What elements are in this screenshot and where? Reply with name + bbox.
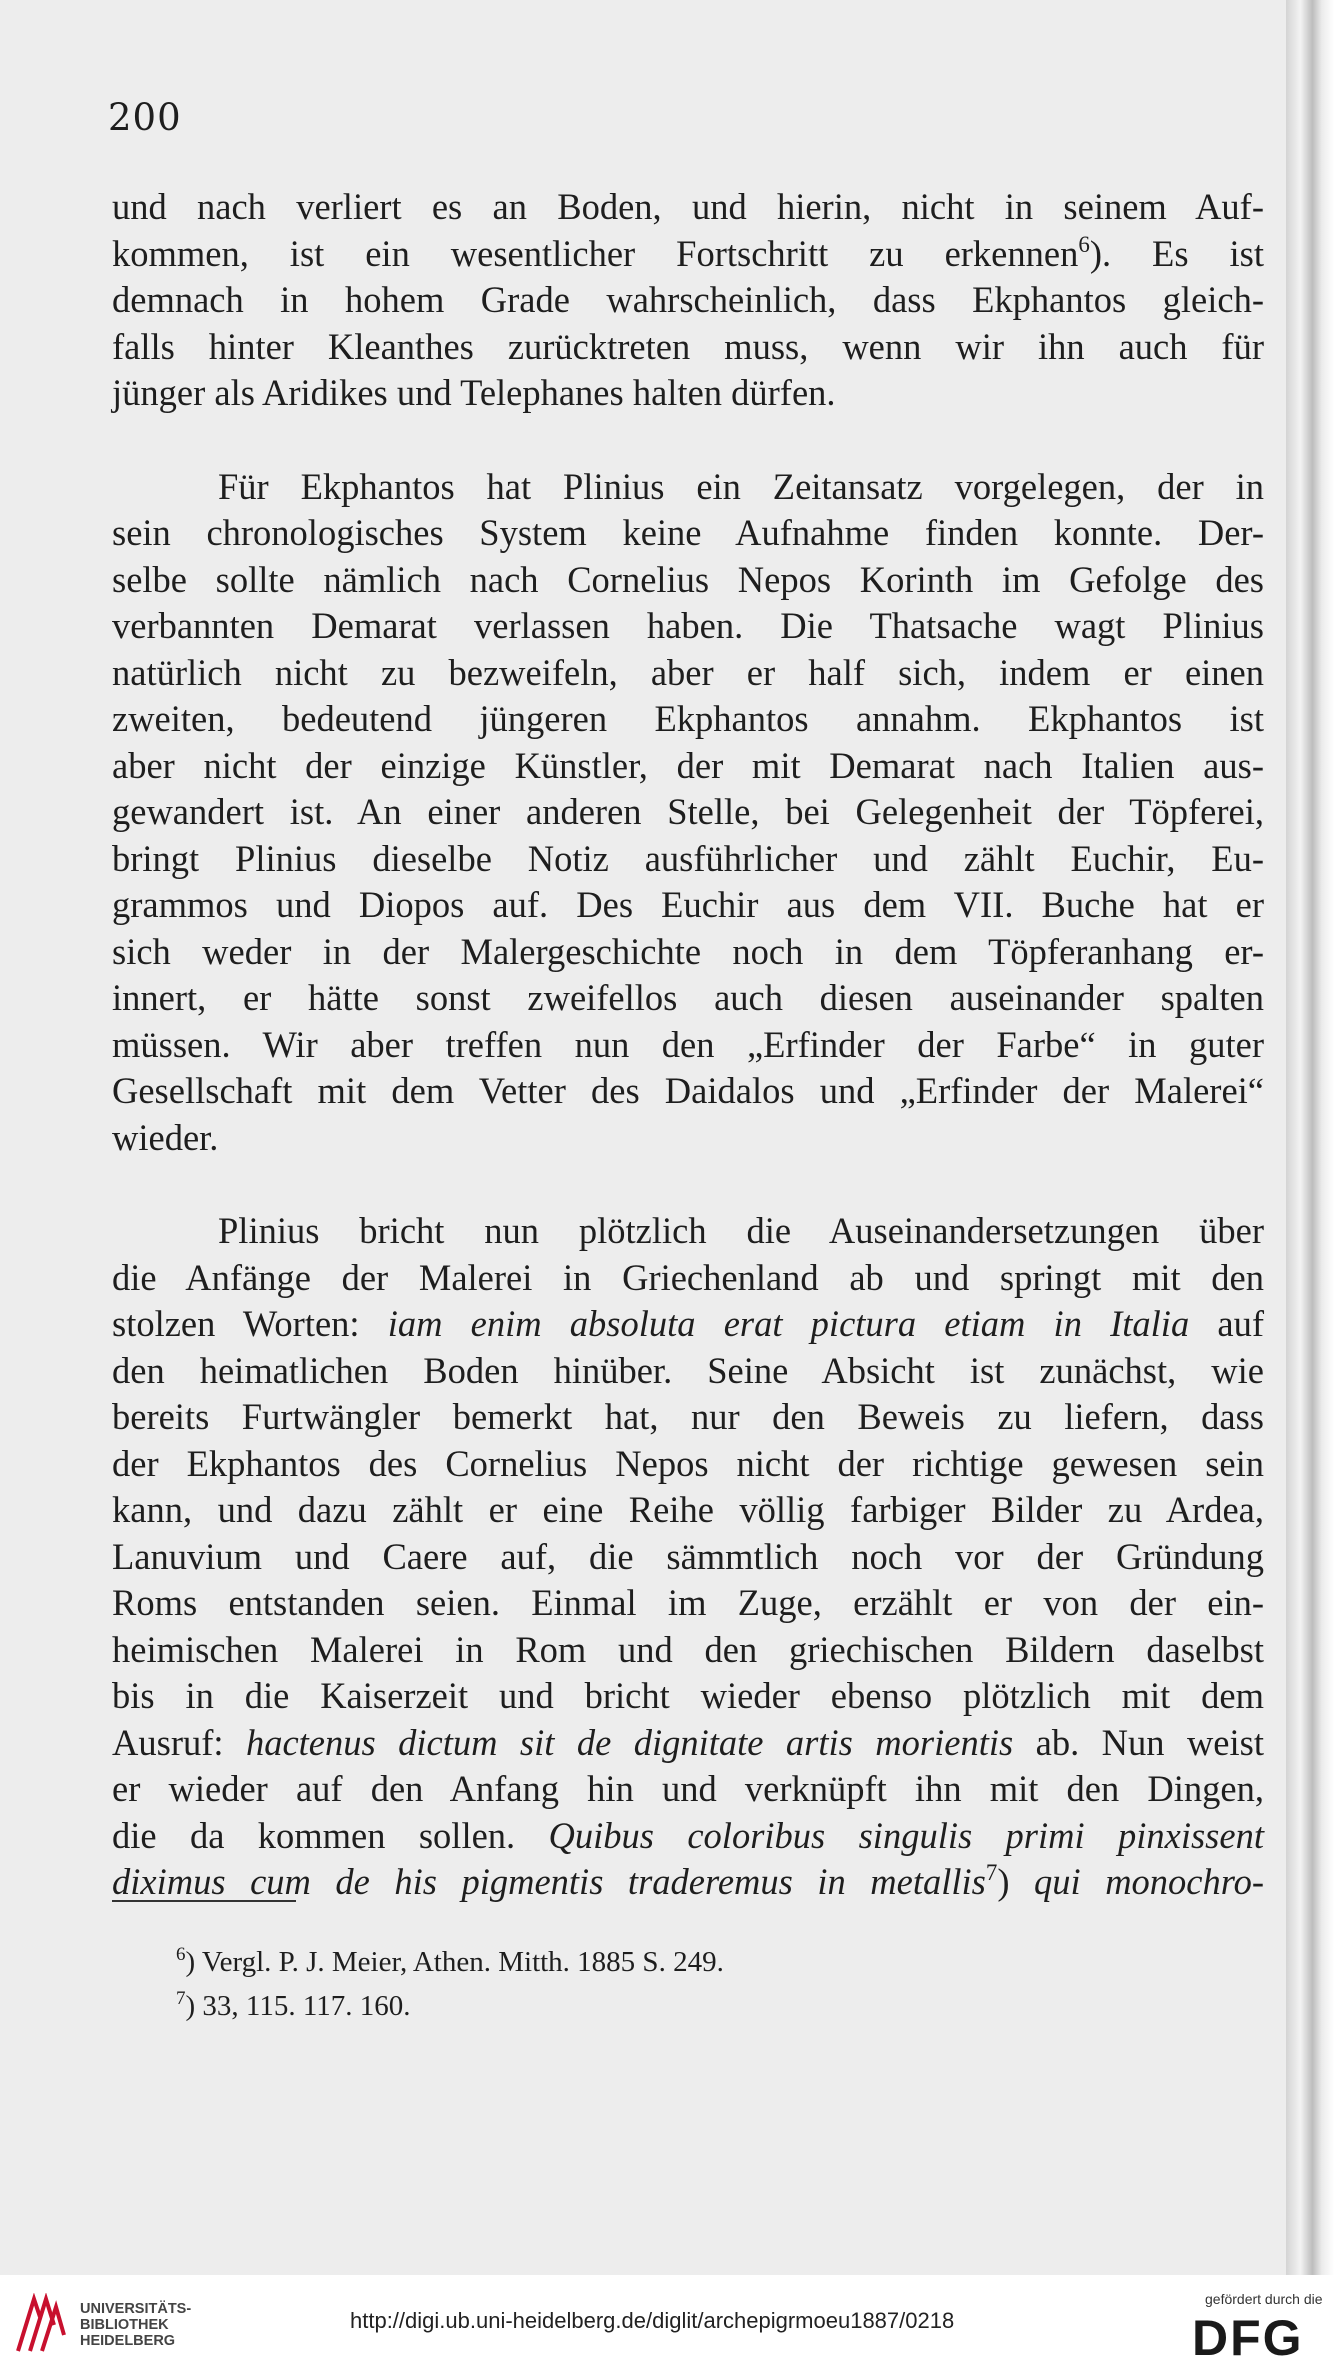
text-line: stolzen Worten: iam enim absoluta erat pictura etiam in Italia auf <box>112 1303 1264 1344</box>
library-name-line: HEIDELBERG <box>80 2333 176 2349</box>
text-line: wieder. <box>112 1116 219 1158</box>
text-line: natürlich nicht zu bezweifeln, aber er half sich, indem er einen <box>112 651 1264 693</box>
text-line: selbe sollte nämlich nach Cornelius Nepos Korinth im Gefolge des <box>112 558 1264 600</box>
library-name <box>80 2301 191 2349</box>
footnote: $^6$) Vergl. P. J. Meier, Athen. Mitth. 1885 S. 249. <box>176 1944 724 1978</box>
text-line: jünger als Aridikes und Telephanes halten dürfen. <box>112 372 836 413</box>
text-line: die da kommen sollen. Quibus coloribus singulis primi pinxissent <box>112 1814 1264 1856</box>
text-line: die Anfänge der Malerei in Griechenland ab und springt mit den <box>112 1256 1264 1298</box>
dfg-logo: DFG <box>1192 2310 1304 2366</box>
footnotes <box>176 1940 724 2028</box>
body-text <box>112 184 1264 1906</box>
text-line: innert, er hätte sonst zweifellos auch diesen auseinander spalten <box>112 977 1264 1018</box>
text-line: der Ekphantos des Cornelius Nepos nicht der richtige gewesen sein <box>112 1442 1264 1484</box>
permalink-url[interactable]: http://digi.ub.uni-heidelberg.de/diglit/archepigrmoeu1887/0218 <box>350 2308 955 2333</box>
text-line: Roms entstanden seien. Einmal im Zuge, erzählt er von der ein- <box>112 1582 1264 1623</box>
text-line: zweiten, bedeutend jüngeren Ekphantos annahm. Ekphantos ist <box>112 698 1264 739</box>
text-line: bringt Plinius dieselbe Notiz ausführlicher und zählt Euchir, Eu- <box>112 837 1264 879</box>
paragraph-gap <box>112 1161 1264 1208</box>
book-spine-edge <box>1286 0 1334 2275</box>
text-line: und nach verliert es an Boden, und hierin, nicht in seinem Auf- <box>112 186 1264 227</box>
text-line: grammos und Diopos auf. Des Euchir aus dem VII. Buche hat er <box>112 884 1264 925</box>
footnote-divider <box>112 1900 296 1902</box>
text-line: Ausruf: hactenus dictum sit de dignitate artis morientis ab. Nun weist <box>112 1721 1264 1763</box>
text-line: Für Ekphantos hat Plinius ein Zeitansatz vorgelegen, der in <box>218 465 1264 507</box>
text-line: den heimatlichen Boden hinüber. Seine Absicht ist zunächst, wie <box>112 1349 1264 1391</box>
funding-note: gefördert durch die <box>1205 2291 1323 2307</box>
text-line: Lanuvium und Caere auf, die sämmtlich noch vor der Gründung <box>112 1535 1264 1577</box>
text-line: müssen. Wir aber treffen nun den „Erfinder der Farbe“ in guter <box>112 1023 1264 1065</box>
text-line: er wieder auf den Anfang hin und verknüpft ihn mit den Dingen, <box>112 1768 1264 1809</box>
page-number: 200 <box>108 96 182 139</box>
text-line: falls hinter Kleanthes zurücktreten muss, wenn wir ihn auch für <box>112 325 1264 367</box>
text-line: sein chronologisches System keine Aufnahme finden konnte. Der- <box>112 512 1264 553</box>
library-name-line: UNIVERSITÄTS- <box>80 2301 192 2317</box>
text-line: heimischen Malerei in Rom und den griechischen Bildern daselbst <box>112 1628 1264 1670</box>
text-line: bis in die Kaiserzeit und bricht wieder ebenso plötzlich mit dem <box>112 1675 1264 1716</box>
text-line: gewandert ist. An einer anderen Stelle, bei Gelegenheit der Töpferei, <box>112 791 1264 832</box>
text-line: demnach in hohem Grade wahrscheinlich, dass Ekphantos gleich- <box>112 279 1264 320</box>
text-line: diximus cum de his pigmentis traderemus in metallis$^7$) qui monochro- <box>112 1860 1265 1902</box>
text-line: kommen, ist ein wesentlicher Fortschritt zu erkennen$^6$). Es ist <box>112 231 1264 274</box>
text-line: bereits Furtwängler bemerkt hat, nur den Beweis zu liefern, dass <box>112 1396 1264 1437</box>
paragraph-gap <box>112 417 1264 464</box>
text-line: verbannten Demarat verlassen haben. Die Thatsache wagt Plinius <box>112 605 1264 646</box>
footnote: $^7$) 33, 115. 117. 160. <box>176 1988 411 2022</box>
text-line: Gesellschaft mit dem Vetter des Daidalos und „Erfinder der Malerei“ <box>112 1070 1264 1111</box>
text-line: aber nicht der einzige Künstler, der mit Demarat nach Italien aus- <box>112 744 1264 786</box>
text-line: sich weder in der Malergeschichte noch in dem Töpferanhang er- <box>112 930 1264 972</box>
text-line: kann, und dazu zählt er eine Reihe völlig farbiger Bilder zu Ardea, <box>112 1489 1264 1530</box>
university-library-logo-icon <box>10 2293 70 2355</box>
library-name-line: BIBLIOTHEK <box>80 2317 169 2333</box>
text-line: Plinius bricht nun plötzlich die Auseinandersetzungen über <box>218 1210 1264 1251</box>
viewer-footer <box>0 2275 1334 2373</box>
